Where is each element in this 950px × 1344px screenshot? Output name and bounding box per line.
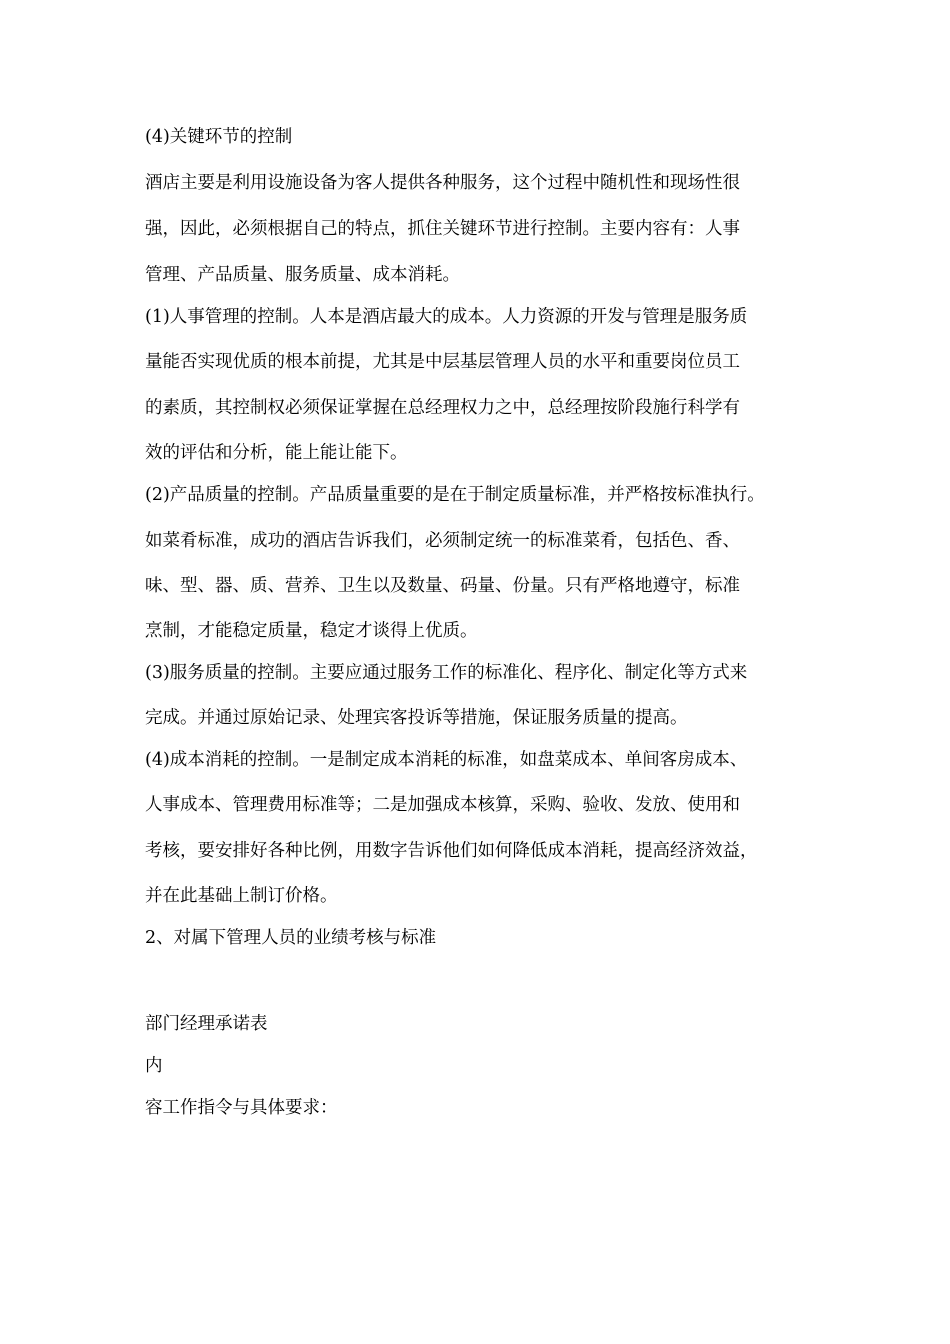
form-label-fragment: 内 bbox=[145, 1056, 163, 1076]
paragraph-line: (2)产品质量的控制。产品质量重要的是在于制定质量标准，并严格按标准执行。 bbox=[145, 485, 765, 505]
paragraph-line: 量能否实现优质的根本前提，尤其是中层基层管理人员的水平和重要岗位员工 bbox=[145, 352, 740, 372]
paragraph-line: (1)人事管理的控制。人本是酒店最大的成本。人力资源的开发与管理是服务质 bbox=[145, 307, 748, 327]
paragraph-line: 强，因此，必须根据自己的特点，抓住关键环节进行控制。主要内容有：人事 bbox=[145, 219, 740, 239]
paragraph-line: 酒店主要是利用设施设备为客人提供各种服务，这个过程中随机性和现场性很 bbox=[145, 173, 740, 193]
paragraph-line: 烹制，才能稳定质量，稳定才谈得上优质。 bbox=[145, 621, 478, 641]
paragraph-line: (3)服务质量的控制。主要应通过服务工作的标准化、程序化、制定化等方式来 bbox=[145, 663, 748, 683]
form-label: 容工作指令与具体要求： bbox=[145, 1098, 338, 1118]
paragraph-line: 并在此基础上制订价格。 bbox=[145, 886, 338, 906]
paragraph-line: 味、型、器、质、营养、卫生以及数量、码量、份量。只有严格地遵守，标准 bbox=[145, 576, 740, 596]
paragraph-line: 管理、产品质量、服务质量、成本消耗。 bbox=[145, 265, 460, 285]
paragraph-line: 完成。并通过原始记录、处理宾客投诉等措施，保证服务质量的提高。 bbox=[145, 708, 688, 728]
paragraph-line: 的素质，其控制权必须保证掌握在总经理权力之中，总经理按阶段施行科学有 bbox=[145, 398, 740, 418]
section-heading-performance: 2、对属下管理人员的业绩考核与标准 bbox=[145, 928, 437, 948]
paragraph-line: 如菜肴标准，成功的酒店告诉我们，必须制定统一的标准菜肴，包括色、香、 bbox=[145, 531, 740, 551]
paragraph-line: (4)成本消耗的控制。一是制定成本消耗的标准，如盘菜成本、单间客房成本、 bbox=[145, 750, 748, 770]
paragraph-line: 考核，要安排好各种比例，用数字告诉他们如何降低成本消耗，提高经济效益， bbox=[145, 841, 758, 861]
paragraph-line: 效的评估和分析，能上能让能下。 bbox=[145, 443, 408, 463]
paragraph-line: 人事成本、管理费用标准等；二是加强成本核算，采购、验收、发放、使用和 bbox=[145, 795, 740, 815]
section-heading-key-links: (4)关键环节的控制 bbox=[145, 127, 293, 147]
form-title: 部门经理承诺表 bbox=[145, 1014, 268, 1034]
